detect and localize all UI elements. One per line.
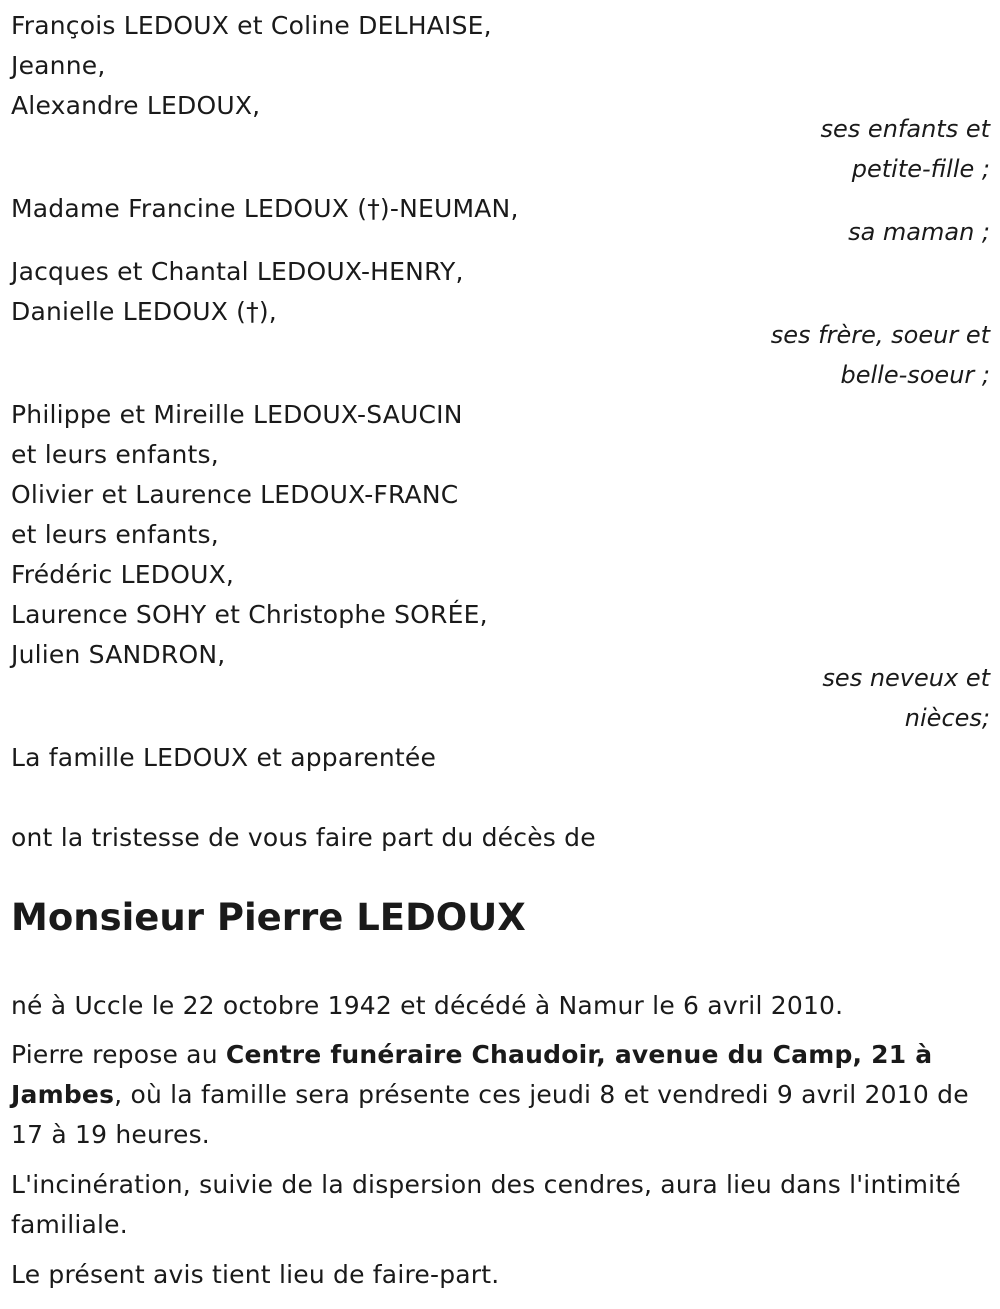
family-nephews-line-7: Julien SANDRON, <box>11 640 226 669</box>
family-siblings-line-1: Jacques et Chantal LEDOUX-HENRY, <box>11 257 464 286</box>
family-siblings-line-2: Danielle LEDOUX (†), <box>11 297 277 326</box>
siblings-role-line-1: ses frère, soeur et <box>770 321 990 349</box>
siblings-role-line-2: belle-soeur ; <box>840 361 990 389</box>
repose-paragraph <box>11 1035 971 1155</box>
children-role-line-2: petite-fille ; <box>851 155 990 183</box>
notice-paragraph: Le présent avis tient lieu de faire-part. <box>11 1260 500 1289</box>
nephews-role-line-1: ses neveux et <box>822 664 990 692</box>
family-nephews-line-4: et leurs enfants, <box>11 520 219 549</box>
family-nephews-line-3: Olivier et Laurence LEDOUX-FRANC <box>11 480 459 509</box>
announcement-text: ont la tristesse de vous faire part du décès de <box>11 823 596 852</box>
incineration-paragraph: L'incinération, suivie de la dispersion des cendres, aura lieu dans l'intimité familiale. <box>11 1170 961 1239</box>
nephews-role-line-2: nièces; <box>904 704 990 732</box>
family-extended-line: La famille LEDOUX et apparentée <box>11 743 437 772</box>
family-nephews-line-5: Frédéric LEDOUX, <box>11 560 235 589</box>
repose-place: Centre funéraire Chaudoir, avenue du Camp, 21 à Jambes <box>11 1040 933 1109</box>
family-mother-line: Madame Francine LEDOUX (†)-NEUMAN, <box>11 194 519 223</box>
deceased-name-heading: Monsieur Pierre LEDOUX <box>11 896 526 939</box>
children-role-line-1: ses enfants et <box>820 115 990 143</box>
family-nephews-line-1: Philippe et Mireille LEDOUX-SAUCIN <box>11 400 463 429</box>
family-nephews-line-6: Laurence SOHY et Christophe SORÉE, <box>11 600 488 629</box>
repose-suffix: , où la famille sera présente ces jeudi 8 et vendredi 9 avril 2010 de 17 à 19 heures. <box>11 1080 969 1149</box>
family-children-line-3: Alexandre LEDOUX, <box>11 91 261 120</box>
family-nephews-line-2: et leurs enfants, <box>11 440 219 469</box>
family-children-line-2: Jeanne, <box>11 51 106 80</box>
repose-prefix: Pierre repose au <box>11 1040 226 1069</box>
mother-role: sa maman ; <box>848 218 990 246</box>
birth-death-paragraph: né à Uccle le 22 octobre 1942 et décédé à Namur le 6 avril 2010. <box>11 991 844 1020</box>
family-children-line-1: François LEDOUX et Coline DELHAISE, <box>11 11 492 40</box>
